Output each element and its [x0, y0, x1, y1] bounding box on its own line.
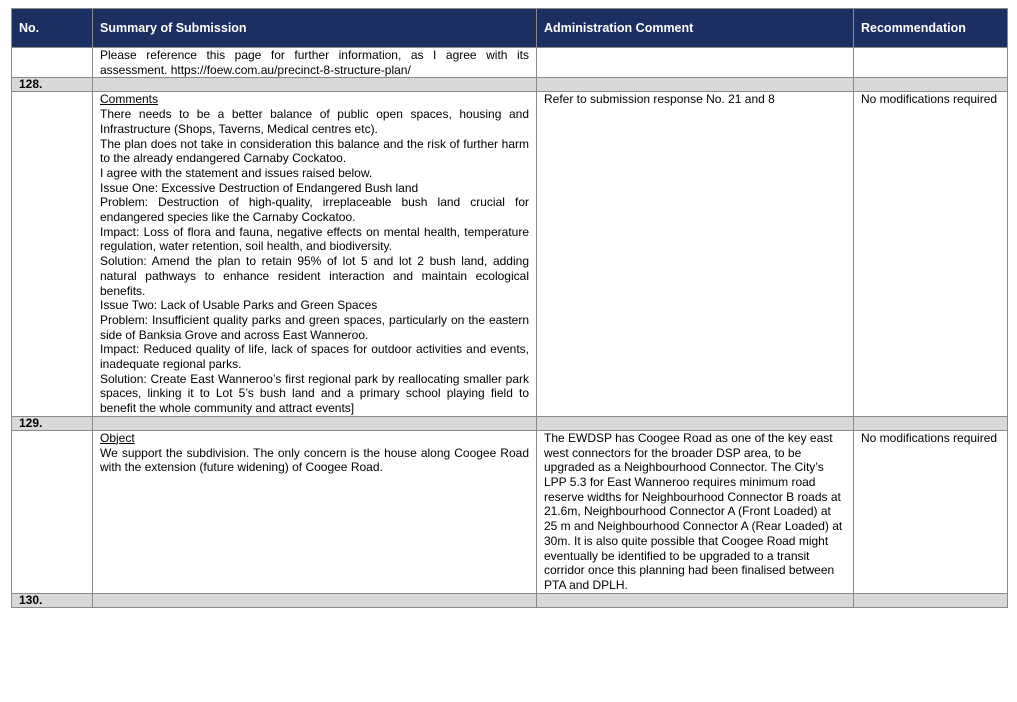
summary-line: We support the subdivision. The only concern is the house along Coogee Road with the extension (future widening) of Coogee Road. [100, 445, 529, 475]
table-row [12, 48, 1008, 78]
submission-number: 129. [12, 416, 93, 430]
header-recommendation: Recommendation [854, 9, 1008, 48]
header-summary: Summary of Submission [93, 9, 537, 48]
submission-number: 130. [12, 593, 93, 607]
submission-number: 128. [12, 78, 93, 92]
summary-line: Solution: Amend the plan to retain 95% of lot 5 and lot 2 bush land, adding natural pathways to enhance resident interaction and maintain ecological benefits. [100, 254, 529, 298]
cell-admin-comment [537, 48, 854, 78]
cell-summary [93, 92, 537, 416]
cell-recommendation [854, 48, 1008, 78]
summary-line: Solution: Create East Wanneroo’s first regional park by reallocating smaller park spaces, linking it to Lot 5’s bush land and a primary school playing field to benefit the whole community and attract events] [100, 371, 529, 416]
table-row [12, 92, 1008, 416]
submissions-table [11, 8, 1008, 608]
summary-line: Please reference this page for further information, as I agree with its assessment. https://foew.com.au/precinct-8-structure-plan/ [100, 48, 529, 77]
table-header-row [12, 9, 1008, 48]
summary-line: I agree with the statement and issues raised below. [100, 165, 373, 180]
summary-line: Impact: Reduced quality of life, lack of spaces for outdoor activities and events, inadequate regional parks. [100, 342, 529, 372]
table-row [12, 430, 1008, 593]
cell-admin-comment: The EWDSP has Coogee Road as one of the key east west connectors for the broader DSP area, to be upgraded as a Neighbourhood Connector. The City’s LPP 5.3 for East Wanneroo requires minimum road reserve widths for Neighbourhood Connector B roads at 21.6m, Neighbourhood Connector A (Front Loaded) at 25 m and Neighbourhood Connector A (Rear Loaded) at 30m. It is also quite possible that Coogee Road might eventually be identified to be upgraded to a transit corridor once this planning had been finalised between PTA and DPLH. [537, 430, 854, 593]
cell-recommendation: No modifications required [854, 92, 1008, 416]
summary-line: Issue One: Excessive Destruction of Endangered Bush land [100, 180, 419, 195]
cell-summary [93, 48, 537, 78]
submission-number-row [12, 416, 1008, 430]
cell-admin-comment: Refer to submission response No. 21 and 8 [537, 92, 854, 416]
submission-number-row [12, 593, 1008, 607]
summary-heading: Comments [100, 92, 159, 107]
summary-line: Issue Two: Lack of Usable Parks and Green Spaces [100, 298, 378, 313]
summary-line: The plan does not take in consideration this balance and the risk of further harm to the already endangered Carnaby Cockatoo. [100, 136, 529, 166]
cell-no [12, 430, 93, 593]
cell-no [12, 48, 93, 78]
summary-heading: Object [100, 430, 135, 445]
cell-no [12, 92, 93, 416]
header-admin-comment: Administration Comment [537, 9, 854, 48]
submission-number-row [12, 78, 1008, 92]
summary-line: Problem: Insufficient quality parks and green spaces, particularly on the eastern side of Banksia Grove and across East Wanneroo. [100, 312, 529, 342]
cell-summary [93, 430, 537, 593]
summary-line: Problem: Destruction of high-quality, irreplaceable bush land crucial for endangered species like the Carnaby Cockatoo. [100, 195, 529, 225]
cell-recommendation: No modifications required [854, 430, 1008, 593]
header-no: No. [12, 9, 93, 48]
summary-line: Impact: Loss of flora and fauna, negative effects on mental health, temperature regulation, water retention, soil health, and biodiversity. [100, 224, 529, 254]
summary-line: There needs to be a better balance of public open spaces, housing and Infrastructure (Shops, Taverns, Medical centres etc). [100, 107, 529, 136]
